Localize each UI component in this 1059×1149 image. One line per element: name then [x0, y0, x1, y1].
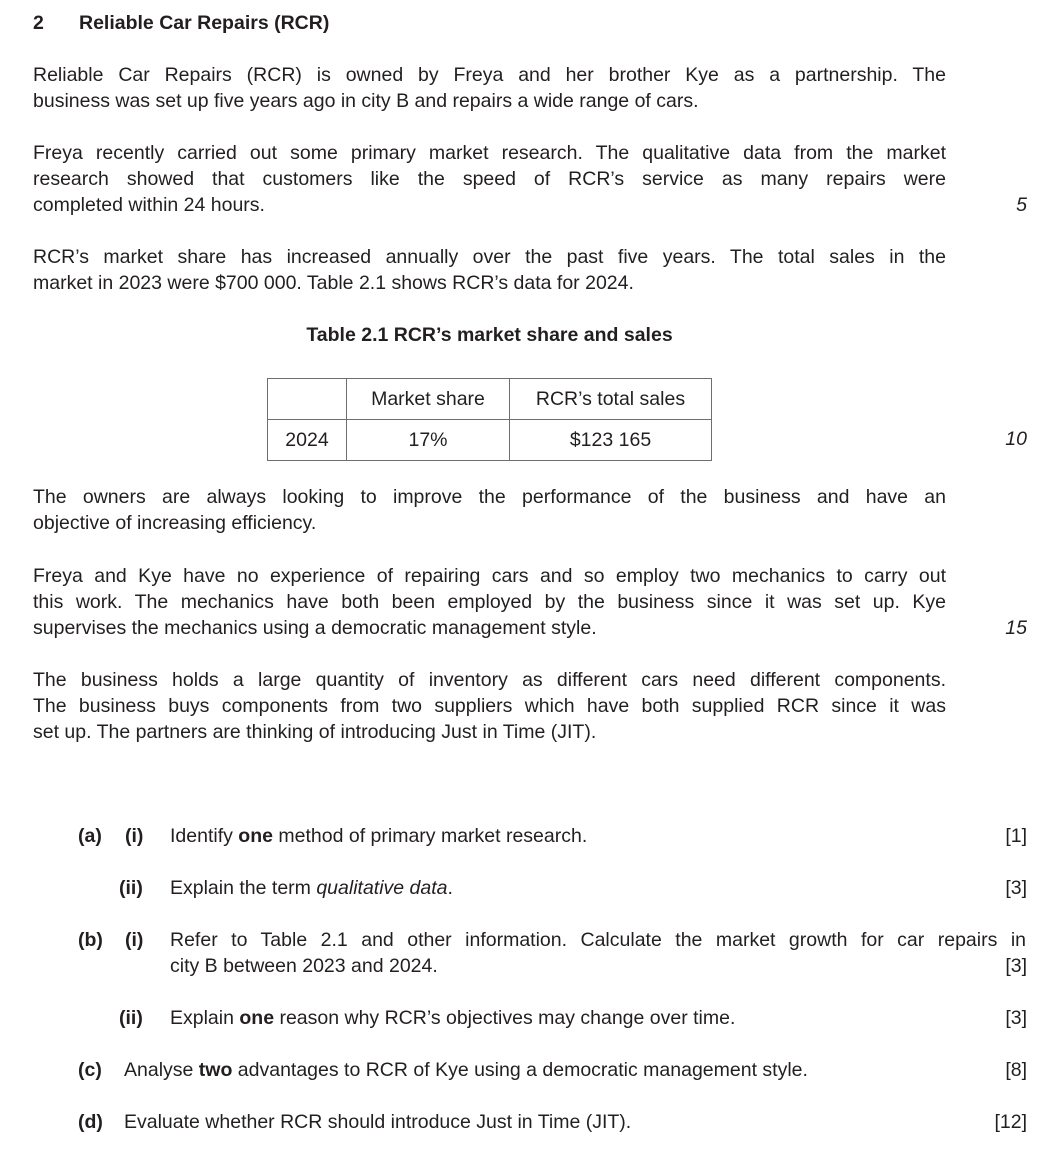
question-text: Refer to Table 2.1 and other information. Calculate the market growth for car repairs in: [170, 929, 1026, 951]
question-text: Analyse two advantages to RCR of Kye using a democratic management style.: [124, 1059, 808, 1081]
table-header-cell: [268, 379, 347, 420]
question-text: city B between 2023 and 2024.: [170, 955, 438, 977]
question-label: (d): [78, 1111, 103, 1133]
paragraph-line: supervises the mechanics using a democratic management style.: [33, 617, 597, 639]
table-header-cell: RCR’s total sales: [510, 379, 712, 420]
market-share-table: [267, 378, 712, 461]
subquestion-label: (ii): [119, 877, 143, 899]
question-text: Evaluate whether RCR should introduce Just in Time (JIT).: [124, 1111, 632, 1133]
paragraph-line: set up. The partners are thinking of introducing Just in Time (JIT).: [33, 721, 597, 743]
paragraph-line: market in 2023 were $700 000. Table 2.1 shows RCR’s data for 2024.: [33, 272, 634, 294]
line-number: 5: [1016, 194, 1027, 216]
paragraph-line: RCR’s market share has increased annually over the past five years. The total sales in the: [33, 246, 946, 268]
question-text: Explain the term qualitative data.: [170, 877, 453, 899]
mark-allocation: [1]: [1005, 825, 1027, 847]
table-row: [268, 420, 712, 461]
paragraph-line: The business holds a large quantity of inventory as different cars need different components.: [33, 669, 946, 691]
question-text: Identify one method of primary market research.: [170, 825, 588, 847]
paragraph-line: Freya and Kye have no experience of repairing cars and so employ two mechanics to carry out: [33, 565, 946, 587]
line-number: 15: [1005, 617, 1027, 639]
mark-allocation: [3]: [1005, 1007, 1027, 1029]
paragraph-line: objective of increasing efficiency.: [33, 512, 317, 534]
mark-allocation: [8]: [1005, 1059, 1027, 1081]
mark-allocation: [3]: [1005, 877, 1027, 899]
question-text: Explain one reason why RCR’s objectives may change over time.: [170, 1007, 736, 1029]
paragraph-line: The owners are always looking to improve the performance of the business and have an: [33, 486, 946, 508]
paragraph-line: research showed that customers like the speed of RCR’s service as many repairs were: [33, 168, 946, 190]
paragraph-line: Reliable Car Repairs (RCR) is owned by Freya and her brother Kye as a partnership. The: [33, 64, 946, 86]
table-header-row: [268, 379, 712, 420]
question-number: 2: [33, 12, 44, 34]
table-header-cell: Market share: [347, 379, 510, 420]
subquestion-label: (i): [125, 825, 144, 847]
mark-allocation: [12]: [994, 1111, 1027, 1133]
table-cell: 2024: [268, 420, 347, 461]
table-title: Table 2.1 RCR’s market share and sales: [306, 324, 673, 346]
question-title: Reliable Car Repairs (RCR): [79, 12, 330, 34]
paragraph-line: this work. The mechanics have both been employed by the business since it was set up. Kye: [33, 591, 946, 613]
question-label: (a): [78, 825, 102, 847]
paragraph-line: business was set up five years ago in city B and repairs a wide range of cars.: [33, 90, 699, 112]
mark-allocation: [3]: [1005, 955, 1027, 977]
paragraph-line: The business buys components from two suppliers which have both supplied RCR since it was: [33, 695, 946, 717]
question-label: (c): [78, 1059, 102, 1081]
table-cell: $123 165: [510, 420, 712, 461]
paragraph-line: Freya recently carried out some primary market research. The qualitative data from the market: [33, 142, 946, 164]
subquestion-label: (i): [125, 929, 144, 951]
question-label: (b): [78, 929, 103, 951]
table-cell: 17%: [347, 420, 510, 461]
subquestion-label: (ii): [119, 1007, 143, 1029]
line-number: 10: [1005, 428, 1027, 450]
paragraph-line: completed within 24 hours.: [33, 194, 265, 216]
